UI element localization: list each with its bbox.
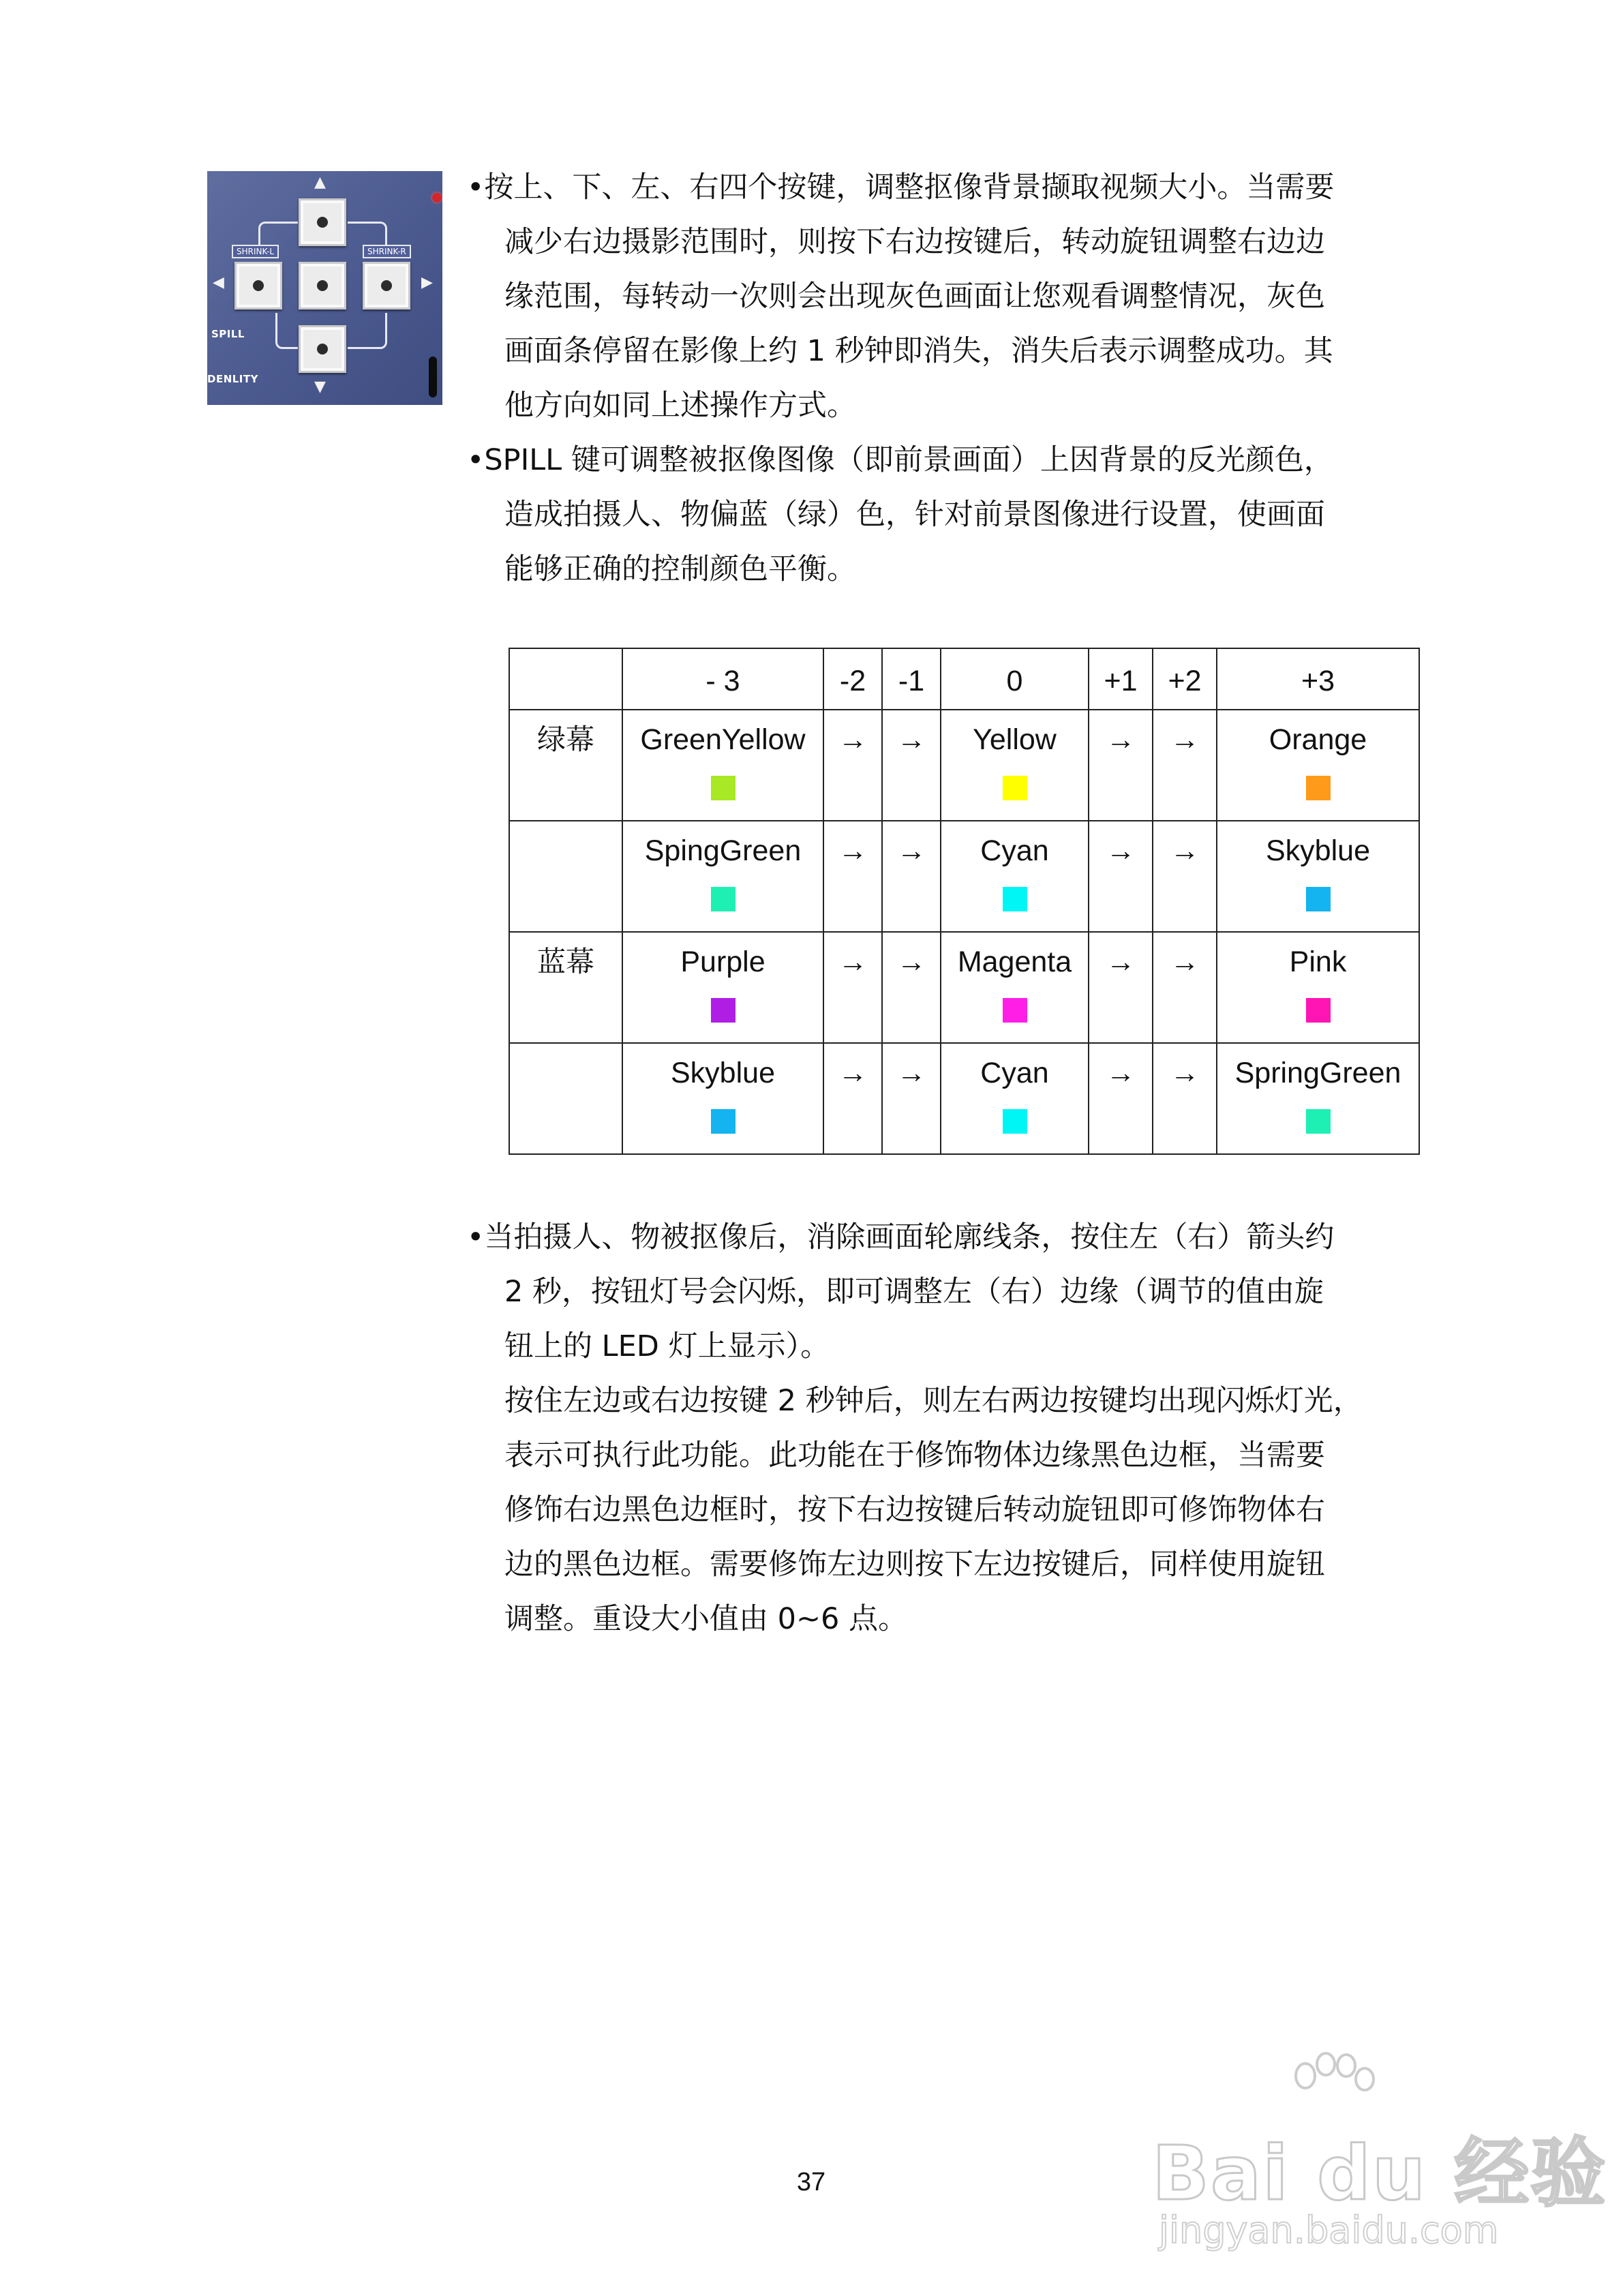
color-swatch xyxy=(1003,887,1027,911)
text-line: 他方向如同上述操作方式。 xyxy=(504,389,856,423)
color-name: Purple xyxy=(680,946,765,978)
arrow-cell xyxy=(882,710,941,821)
arrow-cell xyxy=(823,821,882,932)
text-line: 造成拍摄人、物偏蓝（绿）色，针对前景图像进行设置，使画面 xyxy=(504,498,1325,532)
color-cell xyxy=(622,710,823,821)
text-line: 边的黑色边框。需要修饰左边则按下左边按键后，同样使用旋钮 xyxy=(504,1547,1325,1582)
shrink-left-label: SHRINK-L xyxy=(232,245,279,258)
screen-cell xyxy=(509,710,622,821)
header-cell: - 3 xyxy=(622,648,823,710)
arrow-cell xyxy=(882,821,941,932)
text-line: 表示可执行此功能。此功能在于修饰物体边缘黑色边框，当需要 xyxy=(504,1438,1325,1472)
color-name: GreenYellow xyxy=(640,723,806,756)
color-cell xyxy=(1217,821,1419,932)
arrow-cell xyxy=(823,710,882,821)
table-row xyxy=(509,1043,1419,1154)
triangle-right-icon: ▶ xyxy=(421,274,433,291)
color-name: Pink xyxy=(1289,946,1347,978)
table-header-row xyxy=(509,648,1419,710)
color-swatch xyxy=(711,776,735,800)
header-cell: -2 xyxy=(823,648,882,710)
panel-key-center xyxy=(299,262,346,309)
right-arrow-icon: → xyxy=(838,1057,868,1089)
screen-cell xyxy=(509,821,622,932)
watermark-brand: Bai du 经验 xyxy=(1152,2130,1607,2217)
color-name: Cyan xyxy=(980,1057,1049,1089)
color-swatch xyxy=(711,998,735,1023)
right-arrow-icon: → xyxy=(1170,1057,1200,1089)
text-line: 减少右边摄影范围时，则按下右边按键后，转动旋钮调整右边边 xyxy=(504,225,1325,259)
spill-label: SPILL xyxy=(211,328,245,340)
right-arrow-icon: → xyxy=(1106,723,1136,756)
key-led-dot xyxy=(317,344,328,354)
arrow-cell xyxy=(882,932,941,1043)
watermark-site: jingyan.baidu.com xyxy=(1159,2209,1499,2252)
paragraph-edge-adjust xyxy=(467,1210,1334,1374)
color-name: SpingGreen xyxy=(644,834,802,867)
header-cell: -1 xyxy=(882,648,941,710)
shrink-right-label: SHRINK-R xyxy=(363,245,411,258)
arrow-cell xyxy=(1153,1043,1217,1154)
panel-guide-line xyxy=(275,313,298,349)
paragraph-spill-key xyxy=(467,433,1333,596)
text-line: 缘范围，每转动一次则会出现灰色画面让您观看调整情况，灰色 xyxy=(504,280,1325,314)
color-cell xyxy=(1217,932,1419,1043)
color-swatch xyxy=(1003,998,1027,1023)
color-cell xyxy=(622,1043,823,1154)
arrow-cell xyxy=(823,932,882,1043)
text-line: 修饰右边黑色边框时，按下右边按键后转动旋钮即可修饰物体右 xyxy=(504,1493,1325,1527)
key-led-dot xyxy=(381,280,392,291)
red-led-indicator xyxy=(432,193,442,202)
triangle-up-icon: ▲ xyxy=(314,174,326,191)
paragraph-border-trim xyxy=(504,1374,1363,1646)
color-swatch xyxy=(1306,998,1331,1023)
screen-label: 蓝幕 xyxy=(536,945,594,978)
color-swatch xyxy=(711,887,735,911)
right-arrow-icon: → xyxy=(838,946,868,978)
color-name: Skyblue xyxy=(1266,834,1370,867)
table-row xyxy=(509,821,1419,932)
color-name: Yellow xyxy=(973,723,1057,756)
header-cell: +2 xyxy=(1153,648,1217,710)
text-line: •按上、下、左、右四个按键，调整抠像背景撷取视频大小。当需要 xyxy=(467,170,1335,205)
panel-knob-edge xyxy=(429,357,437,397)
right-arrow-icon: → xyxy=(1106,834,1136,867)
key-led-dot xyxy=(253,280,264,291)
color-swatch xyxy=(1306,1109,1331,1134)
arrow-cell xyxy=(1153,932,1217,1043)
color-swatch xyxy=(1306,776,1331,800)
paw-logo-icon xyxy=(1281,2052,1384,2120)
text-line: 画面条停留在影像上约 1 秒钟即消失，消失后表示调整成功。其 xyxy=(504,334,1333,368)
right-arrow-icon: → xyxy=(1106,1057,1136,1089)
color-cell xyxy=(622,932,823,1043)
arrow-cell xyxy=(1089,710,1153,821)
color-name: SpringGreen xyxy=(1234,1057,1401,1089)
right-arrow-icon: → xyxy=(1170,723,1200,756)
right-arrow-icon: → xyxy=(896,946,926,978)
arrow-cell xyxy=(1153,710,1217,821)
right-arrow-icon: → xyxy=(896,1057,926,1089)
color-cell xyxy=(941,932,1089,1043)
color-cell xyxy=(622,821,823,932)
color-cell xyxy=(941,1043,1089,1154)
screen-label: 绿幕 xyxy=(536,723,594,756)
arrow-cell xyxy=(823,1043,882,1154)
header-cell: 0 xyxy=(941,648,1089,710)
color-swatch xyxy=(1306,887,1331,911)
text-line: 2 秒，按钮灯号会闪烁，即可调整左（右）边缘（调节的值由旋 xyxy=(504,1275,1324,1309)
arrow-cell xyxy=(1089,821,1153,932)
right-arrow-icon: → xyxy=(896,723,926,756)
right-arrow-icon: → xyxy=(1170,834,1200,867)
page-number: 37 xyxy=(796,2168,826,2196)
color-name: Magenta xyxy=(957,946,1072,978)
color-name: Skyblue xyxy=(671,1057,775,1089)
panel-key-right xyxy=(363,262,410,309)
arrow-cell xyxy=(1089,1043,1153,1154)
right-arrow-icon: → xyxy=(1170,946,1200,978)
triangle-left-icon: ◀ xyxy=(213,274,224,291)
panel-key-down xyxy=(299,325,346,373)
color-cell xyxy=(1217,1043,1419,1154)
table-row xyxy=(509,710,1419,821)
header-cell: +3 xyxy=(1217,648,1419,710)
color-cell xyxy=(941,821,1089,932)
arrow-cell xyxy=(1089,932,1153,1043)
color-swatch xyxy=(1003,776,1027,800)
denlity-label: DENLITY xyxy=(207,373,258,385)
color-name: Cyan xyxy=(980,834,1049,867)
screen-cell xyxy=(509,932,622,1043)
triangle-down-icon: ▼ xyxy=(314,378,326,395)
text-line: •SPILL 键可调整被抠像图像（即前景画面）上因背景的反光颜色， xyxy=(467,443,1333,477)
key-led-dot xyxy=(317,217,328,228)
text-line: 能够正确的控制颜色平衡。 xyxy=(504,552,856,586)
baidu-jingyan-watermark xyxy=(1152,2052,1607,2256)
header-cell: +1 xyxy=(1089,648,1153,710)
key-led-dot xyxy=(317,280,328,291)
text-line: 按住左边或右边按键 2 秒钟后，则左右两边按键均出现闪烁灯光， xyxy=(504,1384,1363,1418)
arrow-cell xyxy=(882,1043,941,1154)
table-row xyxy=(509,932,1419,1043)
right-arrow-icon: → xyxy=(838,723,868,756)
text-line: •当拍摄人、物被抠像后，消除画面轮廓线条，按住左（右）箭头约 xyxy=(467,1220,1335,1254)
panel-key-up xyxy=(299,198,346,246)
color-swatch xyxy=(1003,1109,1027,1134)
paragraph-direction-keys xyxy=(467,160,1334,433)
screen-cell xyxy=(509,1043,622,1154)
arrow-cell xyxy=(1153,821,1217,932)
control-panel-photo xyxy=(207,171,442,405)
right-arrow-icon: → xyxy=(896,834,926,867)
right-arrow-icon: → xyxy=(838,834,868,867)
color-cell xyxy=(1217,710,1419,821)
spill-color-table xyxy=(509,648,1420,1155)
text-line: 钮上的 LED 灯上显示）。 xyxy=(504,1329,830,1363)
header-cell-empty xyxy=(509,648,622,710)
panel-guide-line xyxy=(348,313,387,349)
color-name: Orange xyxy=(1269,723,1367,756)
color-swatch xyxy=(711,1109,735,1134)
panel-key-left xyxy=(234,262,282,309)
text-line: 调整。重设大小值由 0~6 点。 xyxy=(504,1602,908,1636)
right-arrow-icon: → xyxy=(1106,946,1136,978)
color-cell xyxy=(941,710,1089,821)
